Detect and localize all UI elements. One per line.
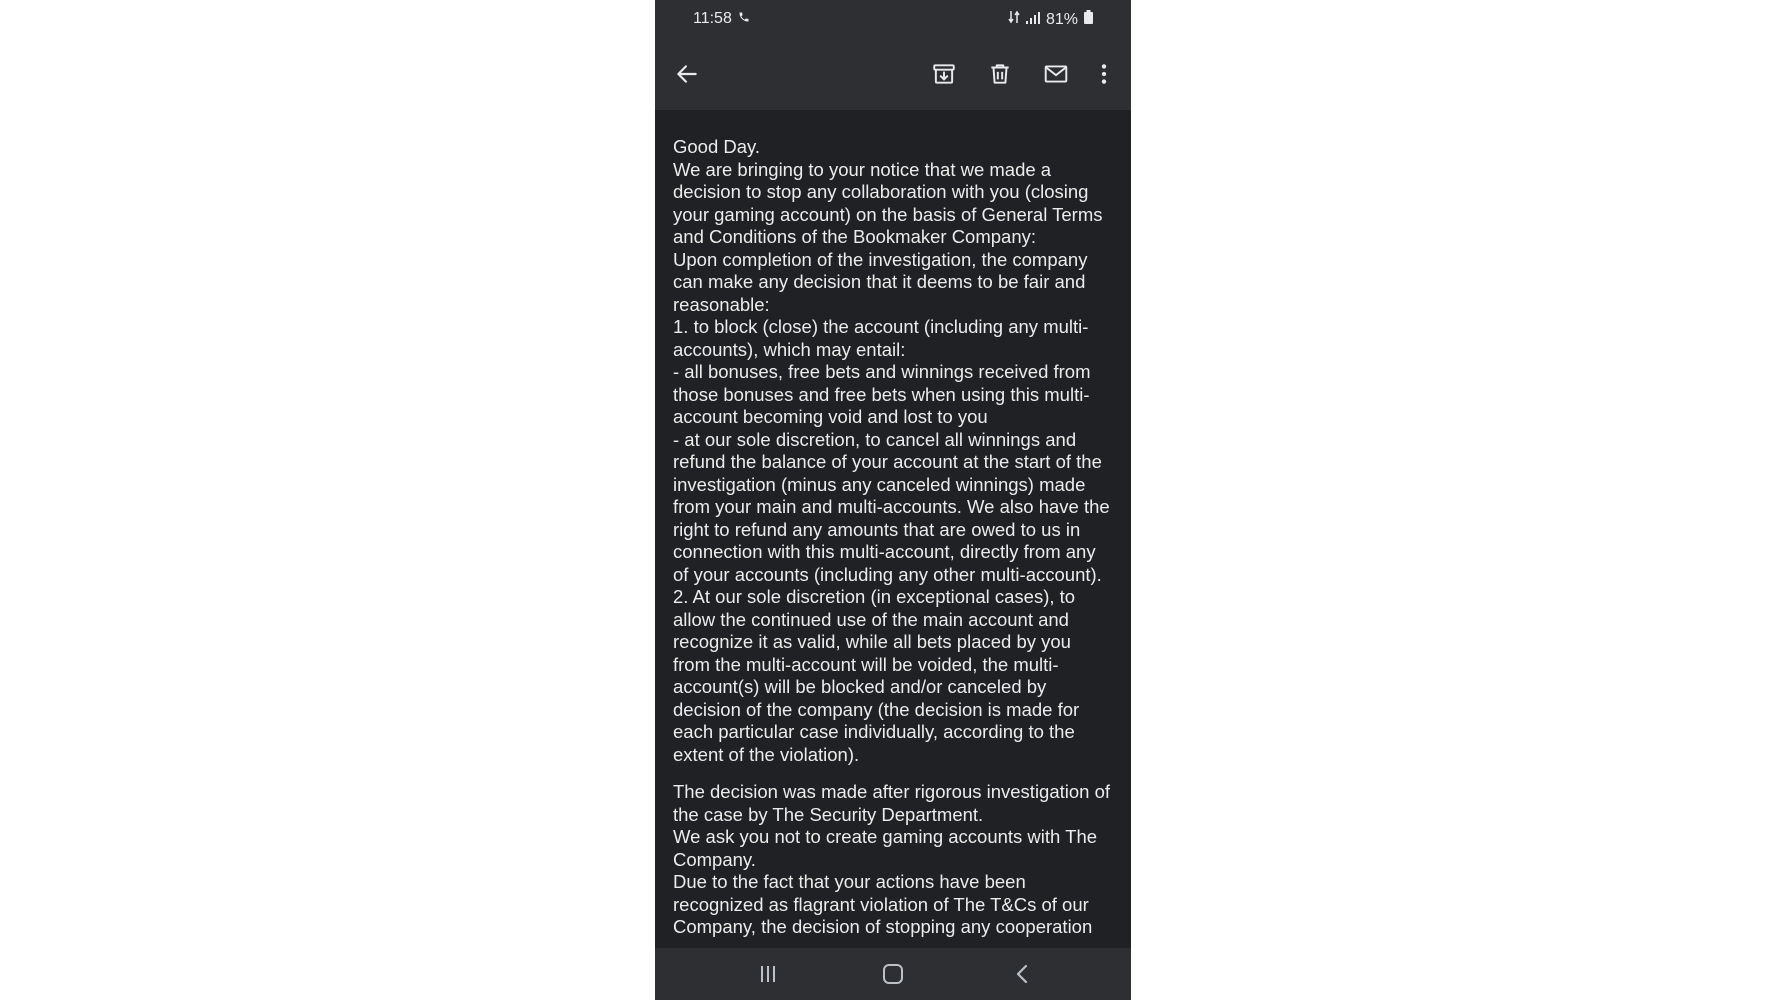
call-icon xyxy=(738,10,750,28)
email-line: We ask you not to create gaming accounts with The Company. xyxy=(673,826,1098,870)
status-right-group xyxy=(1008,10,1093,29)
back-icon[interactable] xyxy=(1006,960,1040,988)
status-time: 11:58 xyxy=(693,10,732,27)
data-icon xyxy=(1008,10,1020,29)
home-icon[interactable] xyxy=(876,960,910,988)
email-toolbar xyxy=(655,38,1131,110)
back-arrow-icon[interactable] xyxy=(671,58,703,90)
status-bar xyxy=(655,0,1131,38)
email-text xyxy=(673,136,1113,939)
email-line: Good Day. xyxy=(673,136,761,157)
trash-icon[interactable] xyxy=(984,58,1016,90)
email-line: 1. to block (close) the account (including any multi-accounts), which may entail: xyxy=(673,316,1089,360)
email-line: We are bringing to your notice that we made a decision to stop any collaboration with you (closing your gaming account) on the basis of General Terms and Conditions of the Bookmaker Company: xyxy=(673,158,1103,247)
email-line: - all bonuses, free bets and winnings received from those bonuses and free bets when using this multi-account becoming void and lost to you xyxy=(673,361,1091,427)
email-line: - at our sole discretion, to cancel all winnings and refund the balance of your account at the start of the investigation (minus any canceled winnings) made from your main and multi-accounts. We also have the right to refund any amounts that are owed to us in connection with this multi-account, directly from any of your accounts (including any other multi-account). xyxy=(673,428,1110,585)
email-line: 2. At our sole discretion (in exceptional cases), to allow the continued use of the main account and recognize it as valid, while all bets placed by you from the multi-account will be voided, the multi-account(s) will be blocked and/or canceled by decision of the company (the decision is made for each particular case individually, according to the extent of the violation). xyxy=(673,586,1080,765)
mail-icon[interactable] xyxy=(1040,58,1072,90)
archive-icon[interactable] xyxy=(928,58,960,90)
phone-screen xyxy=(655,0,1131,1000)
email-line: Due to the fact that your actions have been recognized as flagrant violation of The T&Cs of our Company, the decision of stopping any cooperation xyxy=(673,871,1093,937)
status-time-group xyxy=(693,10,750,28)
battery-percent: 81% xyxy=(1045,10,1078,28)
email-line: Upon completion of the investigation, the company can make any decision that it deems to be fair and reasonable: xyxy=(673,248,1088,315)
email-line: The decision was made after rigorous investigation of the case by The Security Department. xyxy=(673,781,1111,825)
paragraph-gap xyxy=(673,766,1113,781)
email-body[interactable] xyxy=(655,110,1131,948)
battery-icon xyxy=(1084,10,1093,29)
more-vert-icon[interactable] xyxy=(1088,58,1120,90)
recent-apps-icon[interactable] xyxy=(751,960,785,988)
signal-icon xyxy=(1026,11,1040,29)
navigation-bar xyxy=(655,948,1131,1000)
